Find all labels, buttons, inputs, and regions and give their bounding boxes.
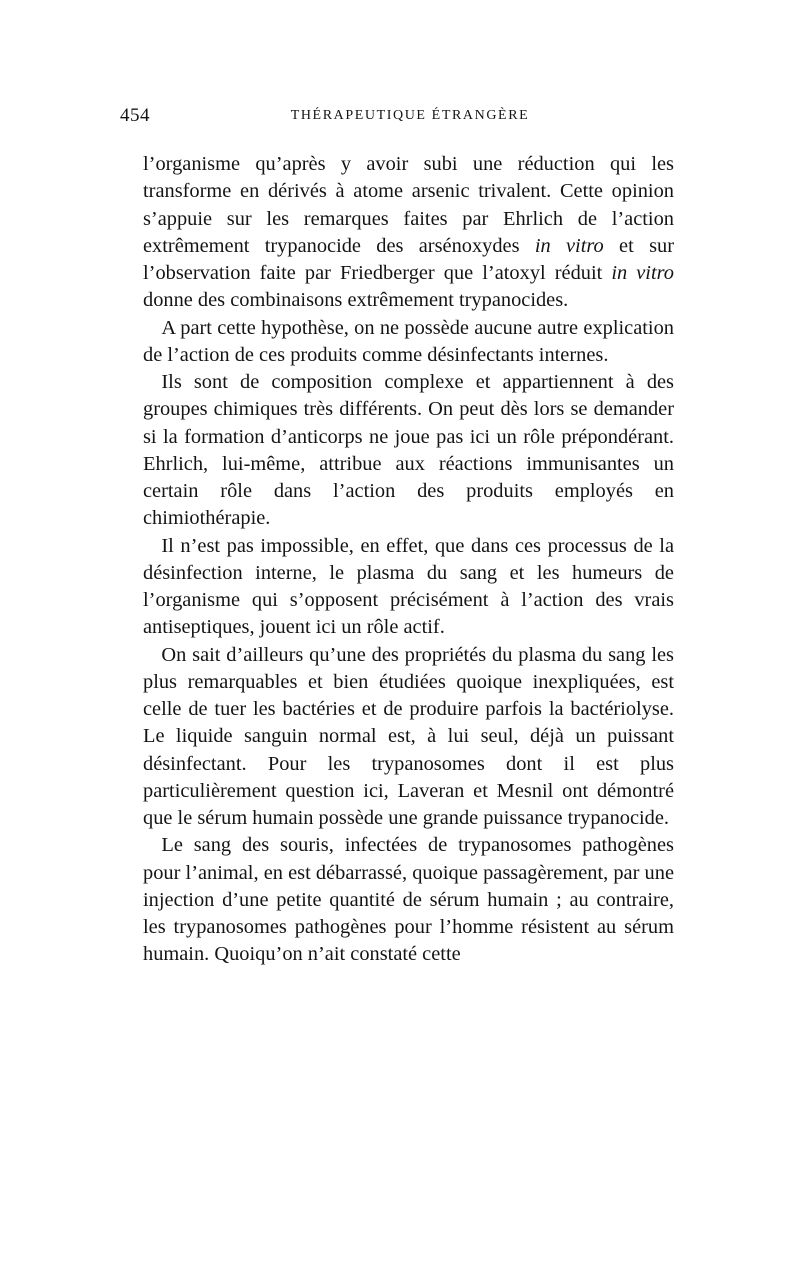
running-header xyxy=(120,105,680,135)
body-text xyxy=(143,151,674,969)
paragraph-2: A part cette hypothèse, on ne possède aucune autre explication de l’action de ces produits comme désinfectants internes. xyxy=(143,316,674,366)
paragraph-1-part-e: donne des combinaisons extrêmement trypanocides. xyxy=(143,289,569,312)
paragraph-1-part-a: l’organisme qu’après y avoir subi une réduction qui les transforme en dérivés à atome arsenic trivalent. Cette opinion s’appuie sur les remarques faites par Ehrlich de l’action extrêmement trypanocide des arsénoxydes xyxy=(143,153,674,257)
paragraph-3: Ils sont de composition complexe et appartiennent à des groupes chimiques très différents. On peut dès lors se demander si la formation d’anticorps ne joue pas ici un rôle prépondérant. Ehrlich, lui-même, attribue aux réactions immunisantes un certain rôle dans l’action des produits employés en chimiothérapie. xyxy=(143,371,674,530)
italic-in-vitro-2: in vitro xyxy=(611,262,675,284)
italic-in-vitro-1: in vitro xyxy=(534,234,604,257)
paragraph-4: Il n’est pas impossible, en effet, que dans ces processus de la désinfection interne, le plasma du sang et les humeurs de l’organisme qui s’opposent précisément à l’action des vrais antiseptiques, jouent ici un rôle actif. xyxy=(143,534,674,639)
paragraph-5: On sait d’ailleurs qu’une des propriétés du plasma du sang les plus remarquables et bien étudiées quoique inexpliquées, est celle de tuer les bactéries et de produire parfois la bactériolyse. Le liquide sanguin normal est, à lui seul, déjà un puissant désinfectant. Pour les trypanosomes dont il est plus particulièrement question ici, Laveran et Mesnil ont démontré que le sérum humain possède une grande puissance trypanocide. xyxy=(143,643,674,829)
paragraph-6: Le sang des souris, infectées de trypanosomes pathogènes pour l’animal, en est débarrassé, quoique passagèrement, par une injection d’une petite quantité de sérum humain ; au contraire, les trypanosomes pathogènes pour l’homme résistent au sérum humain. Quoiqu’on n’ait constaté cette xyxy=(143,834,674,966)
paragraph-1-part-c: et sur l’observation faite par Friedberger que l’atoxyl réduit xyxy=(143,234,674,284)
page-number: 454 xyxy=(120,105,150,126)
running-title: THÉRAPEUTIQUE ÉTRANGÈRE xyxy=(290,108,530,123)
paragraph-1 xyxy=(143,151,674,315)
